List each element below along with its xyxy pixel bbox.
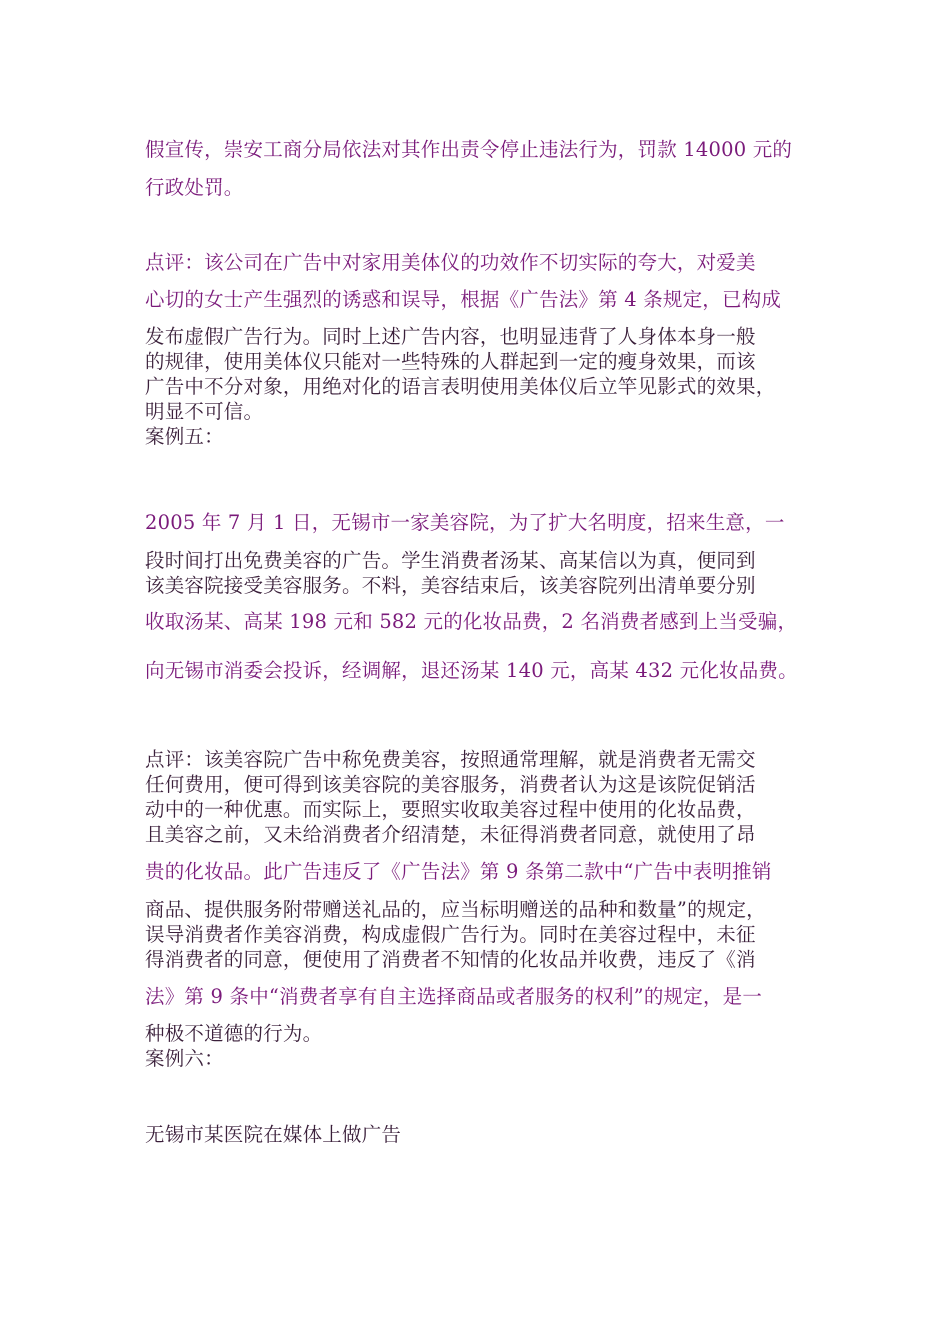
text-line: 向无锡市消委会投诉，经调解，退还汤某 140 元，高某 432 元化妆品费。 (145, 659, 798, 682)
text-line: 的规律，使用美体仪只能对一些特殊的人群起到一定的瘦身效果，而该 (145, 350, 756, 373)
text-line: 明显不可信。 (145, 400, 264, 423)
text-line: 假宣传，崇安工商分局依法对其作出责令停止违法行为，罚款 14000 元的 (145, 138, 793, 161)
text-line: 点评：该公司在广告中对家用美体仪的功效作不切实际的夸大，对爱美 (145, 251, 756, 274)
text-line: 得消费者的同意，便使用了消费者不知情的化妆品并收费，违反了《消 (145, 948, 756, 971)
text-line: 该美容院接受美容服务。不料，美容结束后，该美容院列出清单要分别 (145, 574, 756, 597)
text-line: 点评：该美容院广告中称免费美容，按照通常理解，就是消费者无需交 (145, 748, 756, 771)
text-line: 收取汤某、高某 198 元和 582 元的化妆品费，2 名消费者感到上当受骗， (145, 610, 798, 633)
text-line: 任何费用，便可得到该美容院的美容服务，消费者认为这是该院促销活 (145, 773, 756, 796)
text-line: 段时间打出免费美容的广告。学生消费者汤某、高某信以为真，便同到 (145, 549, 756, 572)
section-heading: 案例五： (145, 425, 224, 448)
text-line: 种极不道德的行为。 (145, 1022, 323, 1045)
text-line: 法》第 9 条中“消费者享有自主选择商品或者服务的权利”的规定，是一 (145, 985, 763, 1008)
text-line: 行政处罚。 (145, 176, 244, 199)
text-line: 且美容之前，又未给消费者介绍清楚，未征得消费者同意，就使用了昂 (145, 823, 756, 846)
text-line: 无锡市某医院在媒体上做广告 (145, 1123, 402, 1146)
text-line: 误导消费者作美容消费，构成虚假广告行为。同时在美容过程中，未征 (145, 923, 756, 946)
text-line: 商品、提供服务附带赠送礼品的，应当标明赠送的品种和数量”的规定， (145, 898, 766, 921)
section-heading: 案例六： (145, 1047, 224, 1070)
text-line: 广告中不分对象，用绝对化的语言表明使用美体仪后立竿见影式的效果， (145, 375, 776, 398)
text-line: 心切的女士产生强烈的诱惑和误导，根据《广告法》第 4 条规定，已构成 (145, 288, 782, 311)
text-line: 贵的化妆品。此广告违反了《广告法》第 9 条第二款中“广告中表明推销 (145, 860, 772, 883)
text-line: 发布虚假广告行为。同时上述广告内容，也明显违背了人身体本身一般 (145, 325, 756, 348)
text-line: 动中的一种优惠。而实际上，要照实收取美容过程中使用的化妆品费， (145, 798, 756, 821)
text-line: 2005 年 7 月 1 日，无锡市一家美容院，为了扩大名明度，招来生意，一 (145, 511, 785, 534)
